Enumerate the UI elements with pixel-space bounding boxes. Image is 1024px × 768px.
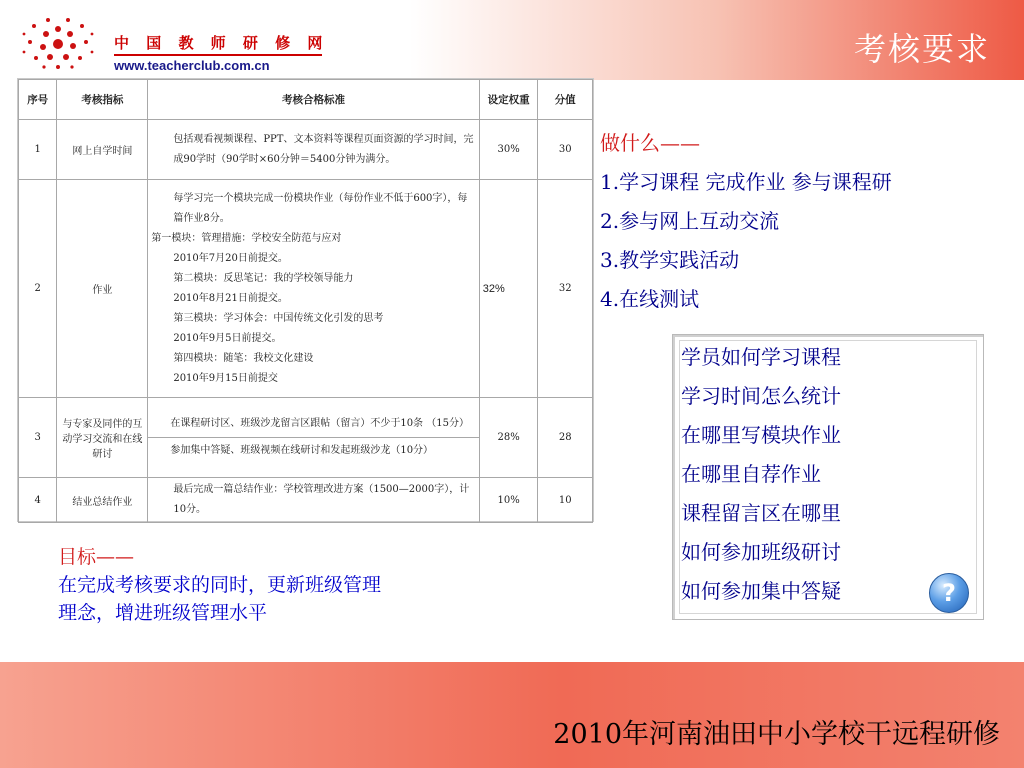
standard-line: 第一模块：管理措施：学校安全防范与应对 bbox=[151, 232, 342, 244]
faq-item[interactable]: 学习时间怎么统计 bbox=[681, 384, 841, 408]
row-indicator: 网上自学时间 bbox=[57, 120, 148, 180]
header-indicator: 考核指标 bbox=[57, 80, 148, 120]
faq-item[interactable]: 在哪里写模块作业 bbox=[681, 423, 841, 447]
standard-line: 最后完成一篇总结作业：学校管理改进方案（1500—2000字），计10分。 bbox=[173, 484, 470, 515]
goal-label: 目标—— bbox=[58, 546, 135, 568]
todo-item: 1.学习课程 完成作业 参与课程研 bbox=[600, 170, 892, 194]
goal-section bbox=[58, 543, 388, 627]
standard-line: 参加集中答疑、班级视频在线研讨和发起班级沙龙（10分） bbox=[170, 445, 434, 456]
row-indicator: 作业 bbox=[57, 180, 148, 398]
row-standard bbox=[148, 120, 479, 180]
row-weight: 32% bbox=[479, 180, 538, 398]
row-weight: 10% bbox=[479, 478, 538, 523]
standard-line: 2010年9月5日前提交。 bbox=[173, 332, 282, 344]
row-standard bbox=[148, 398, 479, 478]
table-row bbox=[19, 120, 593, 180]
standard-line: 2010年7月20日前提交。 bbox=[173, 252, 288, 264]
help-icon[interactable]: ? bbox=[929, 573, 969, 613]
standard-line: 包括观看视频课程、PPT、文本资料等课程页面资源的学习时间，完成90学时（90学时×60分钟＝5400分钟为满分。 bbox=[173, 133, 474, 165]
header-score: 分值 bbox=[538, 80, 593, 120]
row-score: 30 bbox=[538, 120, 593, 180]
header-weight: 设定权重 bbox=[479, 80, 538, 120]
faq-item[interactable]: 课程留言区在哪里 bbox=[681, 501, 841, 525]
todo-item: 3.教学实践活动 bbox=[600, 248, 740, 272]
todo-item: 4.在线测试 bbox=[600, 287, 700, 311]
row-weight: 30% bbox=[479, 120, 538, 180]
row-weight: 28% bbox=[479, 398, 538, 478]
footer-text: 2010年河南油田中小学校干远程研修 bbox=[553, 719, 1000, 750]
row-score: 32 bbox=[538, 180, 593, 398]
todo-item: 2.参与网上互动交流 bbox=[600, 209, 780, 233]
logo-icon bbox=[18, 14, 98, 74]
logo-url: www.teacherclub.com.cn bbox=[114, 58, 270, 73]
row-standard bbox=[148, 180, 479, 398]
standard-line: 第二模块：反思笔记：我的学校领导能力 bbox=[173, 272, 354, 284]
logo bbox=[18, 14, 329, 76]
standard-line: 第三模块：学习体会：中国传统文化引发的思考 bbox=[173, 312, 384, 324]
table-row bbox=[19, 478, 593, 523]
table-row bbox=[19, 180, 593, 398]
table-header-row bbox=[19, 80, 593, 120]
row-no: 1 bbox=[19, 120, 57, 180]
header-no: 序号 bbox=[19, 80, 57, 120]
faq-item[interactable]: 如何参加集中答疑 bbox=[681, 579, 841, 603]
header-standard: 考核合格标准 bbox=[148, 80, 479, 120]
row-indicator: 与专家及同伴的互动学习交流和在线研讨 bbox=[57, 398, 148, 478]
todo-section bbox=[600, 124, 1024, 319]
standard-line: 2010年8月21日前提交。 bbox=[173, 292, 288, 304]
faq-item[interactable]: 如何参加班级研讨 bbox=[681, 540, 841, 564]
row-score: 10 bbox=[538, 478, 593, 523]
faq-list bbox=[681, 338, 841, 611]
row-score: 28 bbox=[538, 398, 593, 478]
row-no: 3 bbox=[19, 398, 57, 478]
page-title: 考核要求 bbox=[853, 30, 990, 68]
faq-item[interactable]: 在哪里自荐作业 bbox=[681, 462, 821, 486]
logo-divider bbox=[114, 54, 322, 56]
todo-label: 做什么—— bbox=[600, 131, 700, 155]
assessment-table bbox=[17, 78, 594, 522]
row-no: 4 bbox=[19, 478, 57, 523]
logo-chinese-name: 中 国 教 师 研 修 网 bbox=[114, 34, 329, 52]
goal-text: 在完成考核要求的同时，更新班级管理理念，增进班级管理水平 bbox=[58, 574, 382, 624]
row-no: 2 bbox=[19, 180, 57, 398]
row-standard bbox=[148, 478, 479, 523]
row-indicator: 结业总结作业 bbox=[57, 478, 148, 523]
standard-line: 2010年9月15日前提交 bbox=[173, 372, 278, 384]
standard-line: 在课程研讨区、班级沙龙留言区跟帖（留言）不少于10条 （15分） bbox=[148, 411, 478, 438]
standard-line: 第四模块：随笔：我校文化建设 bbox=[173, 352, 314, 364]
faq-item[interactable]: 学员如何学习课程 bbox=[681, 345, 841, 369]
table-row bbox=[19, 398, 593, 478]
standard-line: 每学习完一个模块完成一份模块作业（每份作业不低于600字），每篇作业8分。 bbox=[173, 192, 468, 224]
